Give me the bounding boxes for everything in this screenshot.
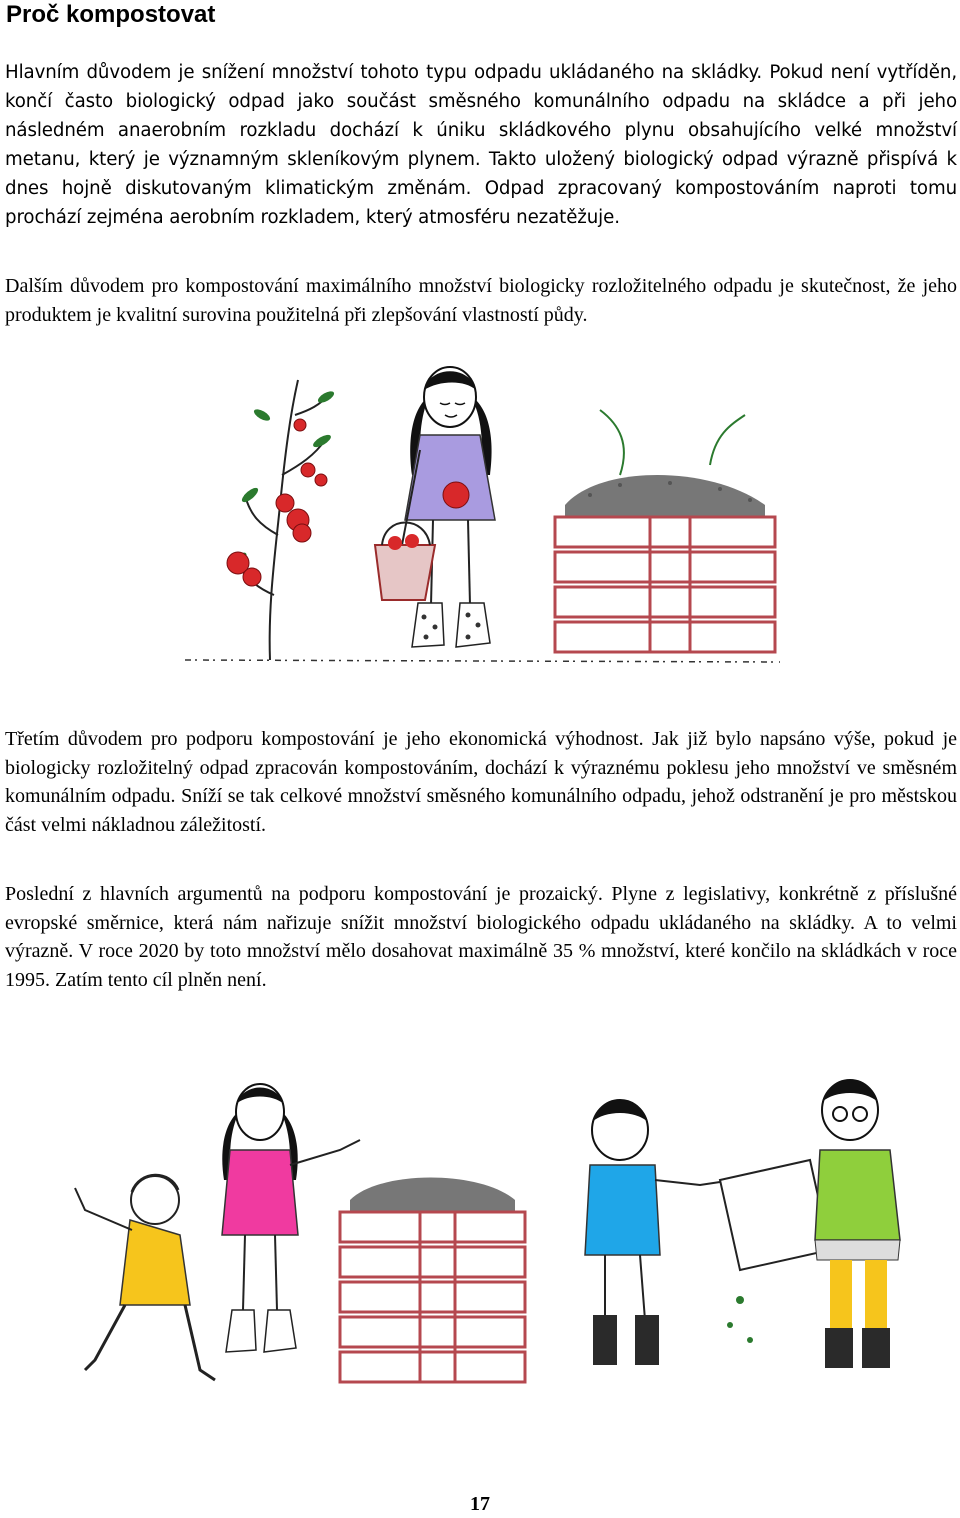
ground-line [185,660,780,662]
tomato-plant [235,380,328,660]
page-heading: Proč kompostovat [6,1,216,28]
child-yellow-overalls [75,1175,215,1380]
illustration-tomato-girl-compost [150,355,800,675]
page-number: 17 [470,1493,490,1515]
compost-bin-2 [340,1178,525,1383]
paragraph-1: Hlavním důvodem je snížení množství tohoto typu odpadu ukládaného na skládky. Pokud není vytříděn, končí často biologický odpad jako součást směsného komunálního odpadu na skládce a při jeho následném anaerobním rozkladu dochází k úniku skládkového plynu obsahujícího velké množství metanu, který je významným skleníkovým plynem. Takto uložený biologický odpad výrazně přispívá k dnes hojně diskutovaným klimatickým změnám. Odpad zpracovaný kompostováním naproti tomu prochází zejména aerobním rozkladem, který atmosféru nezatěžuje. [5,62,957,228]
boy-blue-shirt [585,1100,720,1366]
compost-bin-1 [555,410,775,652]
girl-with-basket [375,367,495,647]
paragraph-3: Třetím důvodem pro podporu kompostování je jeho ekonomická výhodnost. Jak již bylo napsáno výše, pokud je biologicky rozložitelný odpad zpracován kompostováním, dochází k výraznému poklesu jeho množství ve směsném komunálním odpadu. Sníží se tak celkové množství směsného komunálního odpadu, jehož odstranění je pro městskou část velmi nákladnou záležitostí. [5,728,957,836]
sack [720,1160,830,1343]
paragraph-4: Poslední z hlavních argumentů na podporu kompostování je prozaický. Plyne z legislativy, konkrétně z příslušné evropské směrnice, která nám nařizuje snížit množství biologického odpadu ukládaného na skládky. A to velmi výrazně. V roce 2020 by toto množství mělo dosahovat maximálně 35 % množství, které končilo na skládkách v roce 1995. Zatím tento cíl plněn není. [5,883,957,991]
illustration-children-composting [40,1070,940,1430]
boy-green-shirt [815,1080,900,1369]
tomatoes [227,419,327,586]
paragraph-2: Dalším důvodem pro kompostování maximálního množství biologicky rozložitelného odpadu je skutečnost, že jeho produktem je kvalitní surovina použitelná při zlepšování vlastností půdy. [5,275,957,326]
